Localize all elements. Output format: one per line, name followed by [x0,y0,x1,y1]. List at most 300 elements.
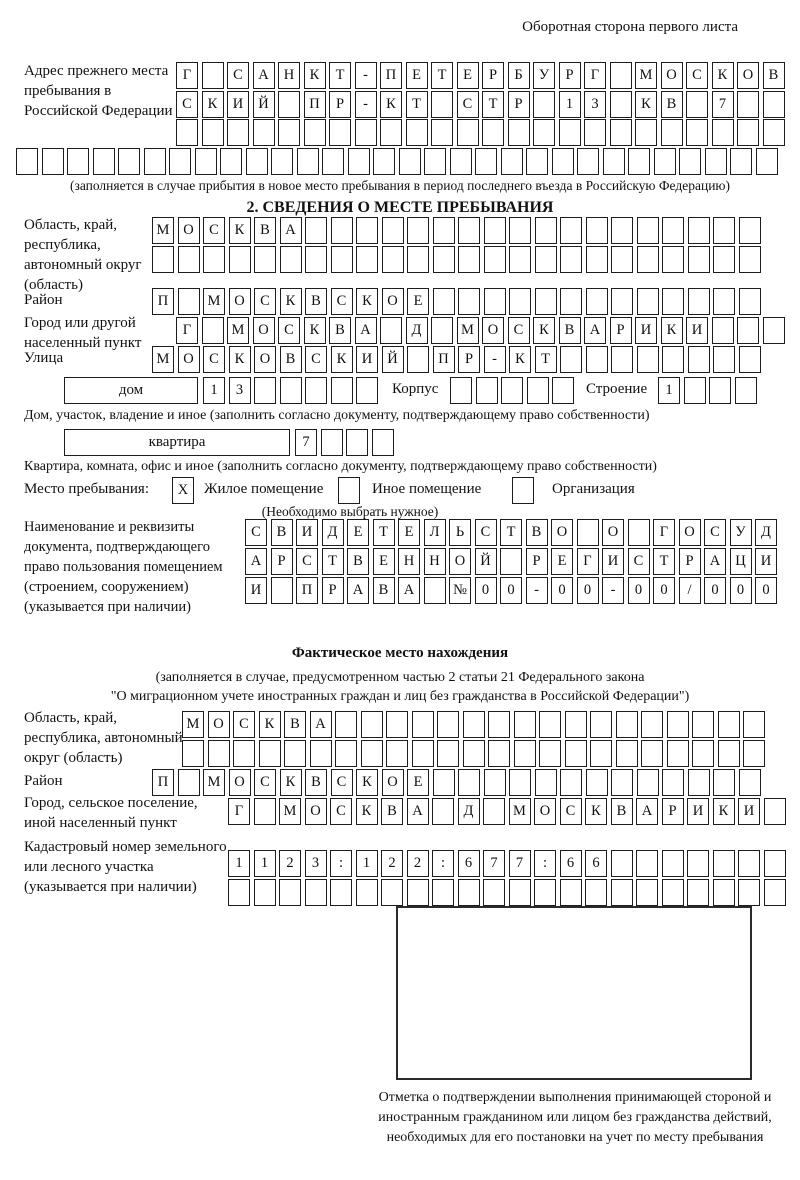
char-box[interactable] [335,740,357,767]
char-box[interactable] [16,148,38,175]
char-box[interactable] [712,119,734,146]
char-box[interactable]: О [229,288,251,315]
char-box[interactable] [152,246,174,273]
char-box[interactable]: С [203,217,225,244]
char-box[interactable] [533,91,555,118]
char-box[interactable]: К [202,91,224,118]
char-box[interactable]: П [433,346,455,373]
char-box[interactable]: 7 [483,850,505,877]
char-box[interactable]: С [203,346,225,373]
char-box[interactable] [284,740,306,767]
char-box[interactable] [433,288,455,315]
char-box[interactable] [739,246,761,273]
char-box[interactable]: А [636,798,658,825]
char-box[interactable] [475,148,497,175]
char-box[interactable] [688,217,710,244]
char-box[interactable]: С [254,769,276,796]
char-box[interactable]: Е [457,62,479,89]
char-box[interactable]: В [284,711,306,738]
char-box[interactable]: Р [526,548,548,575]
char-box[interactable] [514,711,536,738]
char-box[interactable]: О [178,346,200,373]
char-box[interactable] [764,798,786,825]
char-box[interactable]: Р [482,62,504,89]
char-box[interactable]: В [373,577,395,604]
char-box[interactable] [692,711,714,738]
char-box[interactable] [407,217,429,244]
char-box[interactable] [764,879,786,906]
char-box[interactable]: В [381,798,403,825]
char-box[interactable] [610,62,632,89]
char-box[interactable]: М [152,217,174,244]
char-box[interactable] [535,288,557,315]
char-box[interactable] [586,346,608,373]
char-box[interactable] [407,346,429,373]
char-box[interactable]: Р [679,548,701,575]
char-box[interactable]: 7 [712,91,734,118]
char-box[interactable]: И [227,91,249,118]
char-box[interactable] [356,246,378,273]
char-box[interactable]: 6 [458,850,480,877]
char-box[interactable] [559,119,581,146]
char-box[interactable] [93,148,115,175]
char-box[interactable] [713,850,735,877]
char-box[interactable] [688,246,710,273]
char-box[interactable] [42,148,64,175]
char-box[interactable] [483,798,505,825]
char-box[interactable] [412,740,434,767]
char-box[interactable]: О [679,519,701,546]
char-box[interactable] [509,769,531,796]
char-box[interactable]: Г [176,317,198,344]
char-box[interactable]: С [278,317,300,344]
char-box[interactable] [399,148,421,175]
char-box[interactable]: И [687,798,709,825]
char-box[interactable]: Р [458,346,480,373]
char-box[interactable] [348,148,370,175]
char-box[interactable]: М [203,769,225,796]
char-box[interactable]: Т [322,548,344,575]
char-box[interactable] [432,798,454,825]
char-box[interactable]: Т [431,62,453,89]
char-box[interactable]: И [356,346,378,373]
char-box[interactable] [305,377,327,404]
char-box[interactable]: 6 [560,850,582,877]
char-box[interactable] [662,879,684,906]
char-box[interactable]: К [304,317,326,344]
char-box[interactable]: Е [398,519,420,546]
char-box[interactable] [662,346,684,373]
char-box[interactable]: М [203,288,225,315]
char-box[interactable] [482,119,504,146]
char-box[interactable] [686,91,708,118]
char-box[interactable]: Б [508,62,530,89]
char-box[interactable]: К [661,317,683,344]
char-box[interactable] [718,740,740,767]
char-box[interactable] [437,711,459,738]
char-box[interactable]: К [635,91,657,118]
char-box[interactable] [227,119,249,146]
char-box[interactable] [552,377,574,404]
char-box[interactable] [535,217,557,244]
char-box[interactable]: 0 [755,577,777,604]
char-box[interactable] [509,879,531,906]
char-box[interactable] [118,148,140,175]
char-box[interactable] [585,879,607,906]
char-box[interactable]: Г [653,519,675,546]
char-box[interactable] [535,769,557,796]
char-box[interactable]: О [229,769,251,796]
char-box[interactable] [684,377,706,404]
char-box[interactable] [527,377,549,404]
char-box[interactable] [611,288,633,315]
char-box[interactable]: К [229,346,251,373]
char-box[interactable]: 2 [381,850,403,877]
char-box[interactable] [484,217,506,244]
char-box[interactable]: - [355,91,377,118]
char-box[interactable] [356,377,378,404]
char-box[interactable]: Р [610,317,632,344]
char-box[interactable] [483,879,505,906]
char-box[interactable]: С [233,711,255,738]
char-box[interactable]: К [229,217,251,244]
char-box[interactable]: И [755,548,777,575]
char-box[interactable]: А [245,548,267,575]
char-box[interactable]: О [208,711,230,738]
char-box[interactable] [406,119,428,146]
char-box[interactable] [713,879,735,906]
char-box[interactable] [709,377,731,404]
char-box[interactable]: М [635,62,657,89]
char-box[interactable] [407,879,429,906]
char-box[interactable]: - [484,346,506,373]
char-box[interactable]: К [356,798,378,825]
char-box[interactable] [178,246,200,273]
char-box[interactable] [526,148,548,175]
char-box[interactable]: Р [322,577,344,604]
char-box[interactable]: С [475,519,497,546]
char-box[interactable]: Т [373,519,395,546]
char-box[interactable]: О [551,519,573,546]
char-box[interactable]: С [331,769,353,796]
char-box[interactable]: Н [398,548,420,575]
char-box[interactable]: В [305,288,327,315]
char-box[interactable] [737,317,759,344]
char-box[interactable] [484,246,506,273]
char-box[interactable]: 3 [305,850,327,877]
char-box[interactable] [509,288,531,315]
char-box[interactable]: : [432,850,454,877]
char-box[interactable]: О [305,798,327,825]
char-box[interactable] [560,217,582,244]
char-box[interactable]: П [380,62,402,89]
char-box[interactable]: К [380,91,402,118]
char-box[interactable] [739,217,761,244]
char-box[interactable] [636,850,658,877]
char-box[interactable]: Д [755,519,777,546]
char-box[interactable] [305,879,327,906]
char-box[interactable] [484,769,506,796]
char-box[interactable] [254,798,276,825]
char-box[interactable] [458,246,480,273]
char-box[interactable]: М [279,798,301,825]
char-box[interactable] [508,119,530,146]
char-box[interactable]: Л [424,519,446,546]
char-box[interactable] [202,317,224,344]
char-box[interactable] [361,711,383,738]
char-box[interactable]: Д [406,317,428,344]
char-box[interactable] [718,711,740,738]
char-box[interactable] [577,148,599,175]
char-box[interactable] [662,217,684,244]
char-box[interactable]: С [227,62,249,89]
char-box[interactable] [178,769,200,796]
char-box[interactable] [305,246,327,273]
char-box[interactable]: К [533,317,555,344]
char-box[interactable] [560,288,582,315]
char-box[interactable] [590,711,612,738]
char-box[interactable]: Е [407,769,429,796]
char-box[interactable] [372,429,394,456]
char-box[interactable]: К [713,798,735,825]
char-box[interactable]: А [407,798,429,825]
char-box[interactable] [737,119,759,146]
char-box[interactable] [373,148,395,175]
char-box[interactable] [637,246,659,273]
char-box[interactable]: П [296,577,318,604]
char-box[interactable] [458,217,480,244]
char-box[interactable]: Г [577,548,599,575]
char-box[interactable] [763,119,785,146]
char-box[interactable]: 3 [229,377,251,404]
char-box[interactable]: Е [347,519,369,546]
char-box[interactable] [713,217,735,244]
char-box[interactable]: К [356,769,378,796]
char-box[interactable]: 2 [407,850,429,877]
char-box[interactable] [611,217,633,244]
char-box[interactable] [433,246,455,273]
char-box[interactable] [253,119,275,146]
char-box[interactable]: С [176,91,198,118]
char-box[interactable]: К [712,62,734,89]
char-box[interactable] [535,246,557,273]
char-box[interactable] [667,740,689,767]
char-box[interactable] [764,850,786,877]
char-box[interactable]: 6 [585,850,607,877]
char-box[interactable]: Р [271,548,293,575]
char-box[interactable] [450,377,472,404]
char-box[interactable] [662,769,684,796]
checkbox-organizaciya[interactable] [512,477,534,504]
char-box[interactable]: Т [535,346,557,373]
char-box[interactable] [335,711,357,738]
char-box[interactable]: - [355,62,377,89]
char-box[interactable] [458,288,480,315]
char-box[interactable]: А [584,317,606,344]
char-box[interactable] [611,879,633,906]
char-box[interactable] [533,119,555,146]
char-box[interactable]: Е [373,548,395,575]
char-box[interactable] [381,879,403,906]
char-box[interactable] [688,288,710,315]
char-box[interactable]: В [763,62,785,89]
char-box[interactable]: К [280,769,302,796]
char-box[interactable]: 0 [500,577,522,604]
char-box[interactable]: В [271,519,293,546]
char-box[interactable]: И [296,519,318,546]
char-box[interactable] [713,769,735,796]
char-box[interactable]: 1 [559,91,581,118]
char-box[interactable] [586,288,608,315]
char-box[interactable] [458,879,480,906]
char-box[interactable]: Д [322,519,344,546]
char-box[interactable] [488,740,510,767]
char-box[interactable] [280,246,302,273]
char-box[interactable] [586,769,608,796]
char-box[interactable] [476,377,498,404]
char-box[interactable] [688,769,710,796]
char-box[interactable] [560,769,582,796]
char-box[interactable] [356,879,378,906]
char-box[interactable]: С [296,548,318,575]
char-box[interactable] [713,288,735,315]
char-box[interactable] [713,346,735,373]
char-box[interactable] [662,288,684,315]
char-box[interactable] [616,711,638,738]
char-box[interactable]: Т [500,519,522,546]
char-box[interactable]: Ц [730,548,752,575]
char-box[interactable] [637,288,659,315]
char-box[interactable]: К [304,62,326,89]
char-box[interactable]: 7 [509,850,531,877]
char-box[interactable]: 0 [653,577,675,604]
char-box[interactable]: Т [329,62,351,89]
char-box[interactable] [432,879,454,906]
char-box[interactable] [229,246,251,273]
char-box[interactable] [424,148,446,175]
char-box[interactable] [637,217,659,244]
char-box[interactable] [737,91,759,118]
char-box[interactable]: 1 [228,850,250,877]
char-box[interactable] [679,148,701,175]
char-box[interactable] [539,740,561,767]
char-box[interactable] [686,119,708,146]
char-box[interactable]: В [611,798,633,825]
char-box[interactable]: М [152,346,174,373]
char-box[interactable]: К [280,288,302,315]
char-box[interactable]: Р [662,798,684,825]
char-box[interactable]: С [457,91,479,118]
char-box[interactable] [539,711,561,738]
char-box[interactable] [450,148,472,175]
char-box[interactable] [380,119,402,146]
char-box[interactable]: К [585,798,607,825]
char-box[interactable] [233,740,255,767]
dom-name-box[interactable]: дом [64,377,198,404]
char-box[interactable] [763,317,785,344]
char-box[interactable] [616,740,638,767]
char-box[interactable] [611,850,633,877]
char-box[interactable] [667,711,689,738]
char-box[interactable]: П [152,769,174,796]
char-box[interactable] [182,740,204,767]
char-box[interactable] [743,740,765,767]
char-box[interactable] [635,119,657,146]
char-box[interactable] [169,148,191,175]
checkbox-inoe[interactable] [338,477,360,504]
char-box[interactable]: О [737,62,759,89]
char-box[interactable] [743,711,765,738]
char-box[interactable] [509,217,531,244]
char-box[interactable]: 1 [356,850,378,877]
char-box[interactable] [641,711,663,738]
char-box[interactable] [254,246,276,273]
checkbox-zhiloe[interactable]: X [172,477,194,504]
char-box[interactable] [705,148,727,175]
char-box[interactable] [278,119,300,146]
char-box[interactable] [297,148,319,175]
char-box[interactable]: А [253,62,275,89]
char-box[interactable] [687,879,709,906]
char-box[interactable]: Т [653,548,675,575]
char-box[interactable]: О [382,769,404,796]
char-box[interactable] [654,148,676,175]
char-box[interactable] [739,288,761,315]
char-box[interactable] [355,119,377,146]
char-box[interactable] [431,317,453,344]
char-box[interactable]: В [254,217,276,244]
char-box[interactable]: В [305,769,327,796]
char-box[interactable]: Ь [449,519,471,546]
char-box[interactable]: Г [584,62,606,89]
char-box[interactable]: 1 [254,850,276,877]
char-box[interactable] [584,119,606,146]
char-box[interactable]: С [508,317,530,344]
char-box[interactable]: 0 [628,577,650,604]
char-box[interactable] [637,769,659,796]
char-box[interactable] [178,288,200,315]
char-box[interactable]: Т [406,91,428,118]
char-box[interactable]: П [152,288,174,315]
char-box[interactable] [628,519,650,546]
char-box[interactable]: К [356,288,378,315]
char-box[interactable] [67,148,89,175]
char-box[interactable] [310,740,332,767]
char-box[interactable]: О [382,288,404,315]
char-box[interactable]: О [449,548,471,575]
char-box[interactable] [380,317,402,344]
char-box[interactable] [330,879,352,906]
char-box[interactable]: С [704,519,726,546]
char-box[interactable] [636,879,658,906]
char-box[interactable] [386,740,408,767]
char-box[interactable]: М [457,317,479,344]
char-box[interactable] [463,711,485,738]
char-box[interactable]: В [559,317,581,344]
char-box[interactable]: Н [424,548,446,575]
char-box[interactable]: 2 [279,850,301,877]
char-box[interactable]: К [259,711,281,738]
char-box[interactable] [637,346,659,373]
char-box[interactable] [382,246,404,273]
char-box[interactable]: О [602,519,624,546]
char-box[interactable] [431,119,453,146]
char-box[interactable]: А [280,217,302,244]
char-box[interactable] [412,711,434,738]
char-box[interactable]: 0 [577,577,599,604]
char-box[interactable]: О [482,317,504,344]
char-box[interactable] [611,346,633,373]
